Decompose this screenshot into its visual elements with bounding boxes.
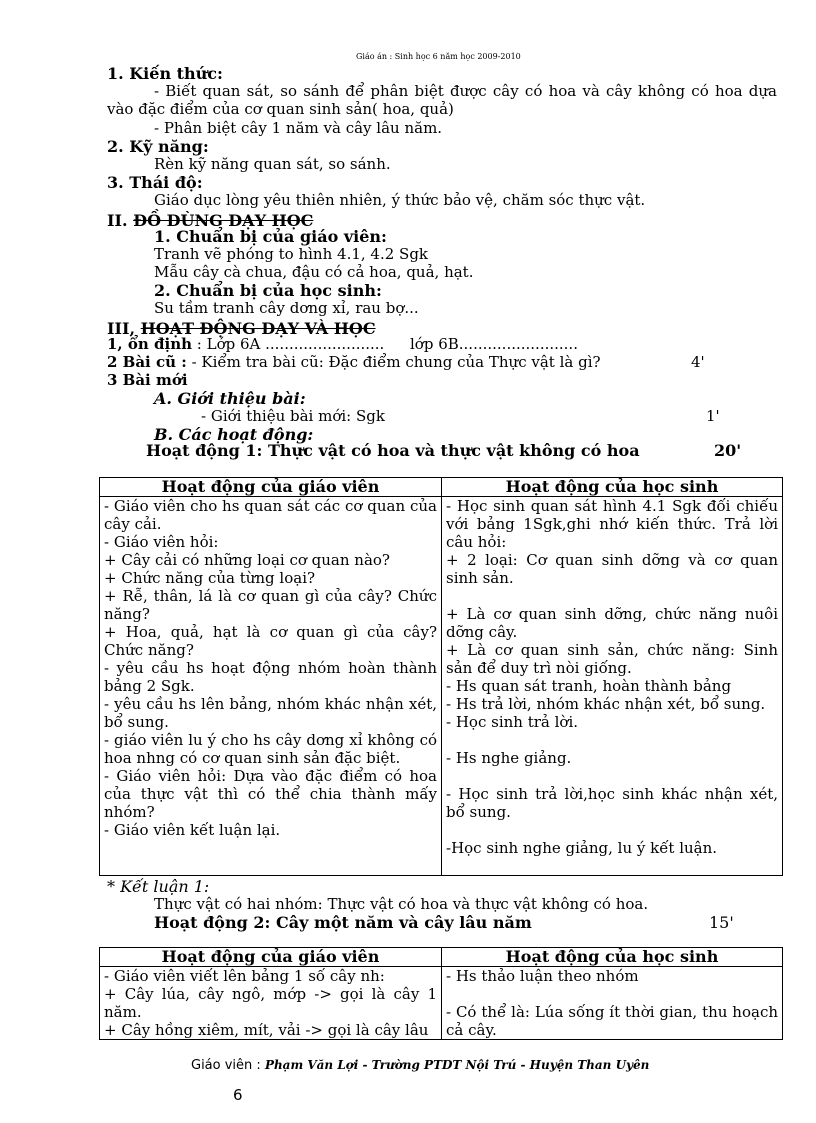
list-item: - giáo viên lu ý cho hs cây dơng xỉ không có hoa nhng có cơ quan sinh sản đặc biệt. (104, 731, 437, 767)
chuan-bi-gv-line-1: Tranh vẽ phóng to hình 4.1, 4.2 Sgk (154, 245, 429, 263)
list-item: + Là cơ quan sinh sản, chức năng: Sinh sản để duy trì nòi giống. (446, 641, 778, 677)
table-1-student-cell (442, 497, 783, 876)
hoat-dong-1-title: Hoạt động 1: Thực vật có hoa và thực vật không có hoa (146, 441, 640, 460)
section-2-number: II. (107, 211, 128, 230)
table-2-teacher-cell (100, 967, 442, 1040)
bai-cu-text: - Kiểm tra bài cũ: Đặc điểm chung của Thực vật là gì? (191, 353, 601, 371)
list-item: -Học sinh nghe giảng, lu ý kết luận. (446, 839, 718, 857)
list-item: - yêu cầu hs lên bảng, nhóm khác nhận xét, bổ sung. (104, 695, 437, 731)
gioi-thieu-time: 1' (706, 407, 720, 425)
hoat-dong-1-time: 20' (714, 441, 742, 460)
ky-nang-line: Rèn kỹ năng quan sát, so sánh. (154, 155, 391, 173)
list-item: - Giáo viên hỏi: Dựa vào đặc điểm có hoa của thực vật thì có thể chia thành mấy nhóm? (104, 767, 437, 821)
list-item: - Học sinh quan sát hình 4.1 Sgk đối chiếu với bảng 1Sgk,ghi nhớ kiến thức. Trả lời câu hỏi: (446, 497, 778, 551)
list-item: - Học sinh trả lời,học sinh khác nhận xét, bổ sung. (446, 785, 778, 821)
chuan-bi-gv-line-2: Mẫu cây cà chua, đậu có cả hoa, quả, hạt. (154, 263, 474, 281)
list-item: - Hs nghe giảng. (446, 749, 572, 767)
heading-thai-do: 3. Thái độ: (107, 173, 203, 192)
table-1-teacher-cell (100, 497, 442, 876)
bai-cu-label: 2 Bài cũ : (107, 353, 187, 371)
list-item: - Giáo viên hỏi: (104, 533, 219, 551)
kien-thuc-line-2: - Phân biệt cây 1 năm và cây lâu năm. (154, 119, 443, 137)
list-item: - Giáo viên kết luận lại. (104, 821, 281, 839)
chuan-bi-hs-line: Su tầm tranh cây dơng xỉ, rau bợ... (154, 299, 419, 317)
ket-luan-text: Thực vật có hai nhóm: Thực vật có hoa và thực vật không có hoa. (154, 895, 649, 913)
section-3-number: III, (107, 319, 136, 338)
bai-cu-line (107, 353, 601, 371)
heading-chuan-bi-hs: 2. Chuẩn bị của học sinh: (154, 281, 382, 300)
page-number: 6 (233, 1086, 243, 1104)
gioi-thieu-label: A. Giới thiệu bài: (154, 389, 306, 408)
list-item: - Hs trả lời, nhóm khác nhận xét, bổ sung. (446, 695, 766, 713)
bai-moi-label: 3 Bài mới (107, 371, 188, 389)
table-2-student-cell (442, 967, 783, 1040)
gioi-thieu-text: - Giới thiệu bài mới: Sgk (201, 407, 385, 425)
heading-ky-nang: 2. Kỹ năng: (107, 137, 209, 156)
table-2-header-student: Hoạt động của học sinh (442, 948, 783, 967)
list-item: + Cây hồng xiêm, mít, vải -> gọi là cây lâu (104, 1021, 429, 1039)
list-item: - Hs thảo luận theo nhóm (446, 967, 639, 985)
list-item: - Giáo viên cho hs quan sát các cơ quan của cây cải. (104, 497, 437, 533)
footer-teacher-name: Phạm Văn Lợi - Trường PTDT Nội Trú - Huyện Than Uyên (264, 1058, 650, 1072)
footer-signature (191, 1058, 649, 1073)
list-item: - Hs quan sát tranh, hoàn thành bảng (446, 677, 732, 695)
footer-label: Giáo viên : (191, 1058, 261, 1073)
list-item: - yêu cầu hs hoạt động nhóm hoàn thành bảng 2 Sgk. (104, 659, 437, 695)
hoat-dong-2-title: Hoạt động 2: Cây một năm và cây lâu năm (154, 913, 532, 932)
on-dinh-line (107, 335, 384, 353)
on-dinh-text-2: lớp 6B......................... (410, 335, 578, 353)
list-item: - Học sinh trả lời. (446, 713, 579, 731)
heading-chuan-bi-gv: 1. Chuẩn bị của giáo viên: (154, 227, 387, 246)
thai-do-line: Giáo dục lòng yêu thiên nhiên, ý thức bảo vệ, chăm sóc thực vật. (154, 191, 646, 209)
on-dinh-label: 1, ổn định (107, 335, 193, 353)
list-item: - Có thể là: Lúa sống ít thời gian, thu hoạch cả cây. (446, 1003, 778, 1039)
list-item: + 2 loại: Cơ quan sinh dỡng và cơ quan sinh sản. (446, 551, 778, 587)
list-item: + Cây cải có những loại cơ quan nào? (104, 551, 390, 569)
table-2-header-teacher: Hoạt động của giáo viên (100, 948, 442, 967)
ket-luan-label: * Kết luận 1: (107, 877, 210, 896)
page-header: Giáo án : Sinh học 6 năm học 2009-2010 (356, 52, 521, 61)
heading-kien-thuc: 1. Kiến thức: (107, 64, 223, 83)
cac-hoat-dong-label: B. Các hoạt động: (154, 425, 314, 444)
list-item: + Chức năng của từng loại? (104, 569, 316, 587)
list-item: + Rễ, thân, lá là cơ quan gì của cây? Chức năng? (104, 587, 437, 623)
activity-table-1 (99, 477, 783, 876)
activity-table-2 (99, 947, 783, 1040)
bai-cu-time: 4' (691, 353, 705, 371)
on-dinh-text: : Lớp 6A ......................... (196, 335, 385, 353)
list-item: - Giáo viên viết lên bảng 1 số cây nh: (104, 967, 385, 985)
list-item: + Là cơ quan sinh dỡng, chức năng nuôi dỡng cây. (446, 605, 778, 641)
hoat-dong-2-time: 15' (709, 913, 734, 932)
list-item: + Cây lúa, cây ngô, mớp -> gọi là cây 1 năm. (104, 985, 437, 1021)
table-1-header-teacher: Hoạt động của giáo viên (100, 478, 442, 497)
list-item: + Hoa, quả, hạt là cơ quan gì của cây? Chức năng? (104, 623, 437, 659)
kien-thuc-line-1: - Biết quan sát, so sánh để phân biệt được cây có hoa và cây không có hoa dựa vào đặc điểm của cơ quan sinh sản( hoa, quả) (107, 82, 777, 118)
section-2-title: ĐỒ DÙNG DẠY HỌC (133, 211, 314, 230)
section-3-title: HOẠT ĐỘNG DẠY VÀ HỌC (140, 319, 376, 338)
table-1-header-student: Hoạt động của học sinh (442, 478, 783, 497)
